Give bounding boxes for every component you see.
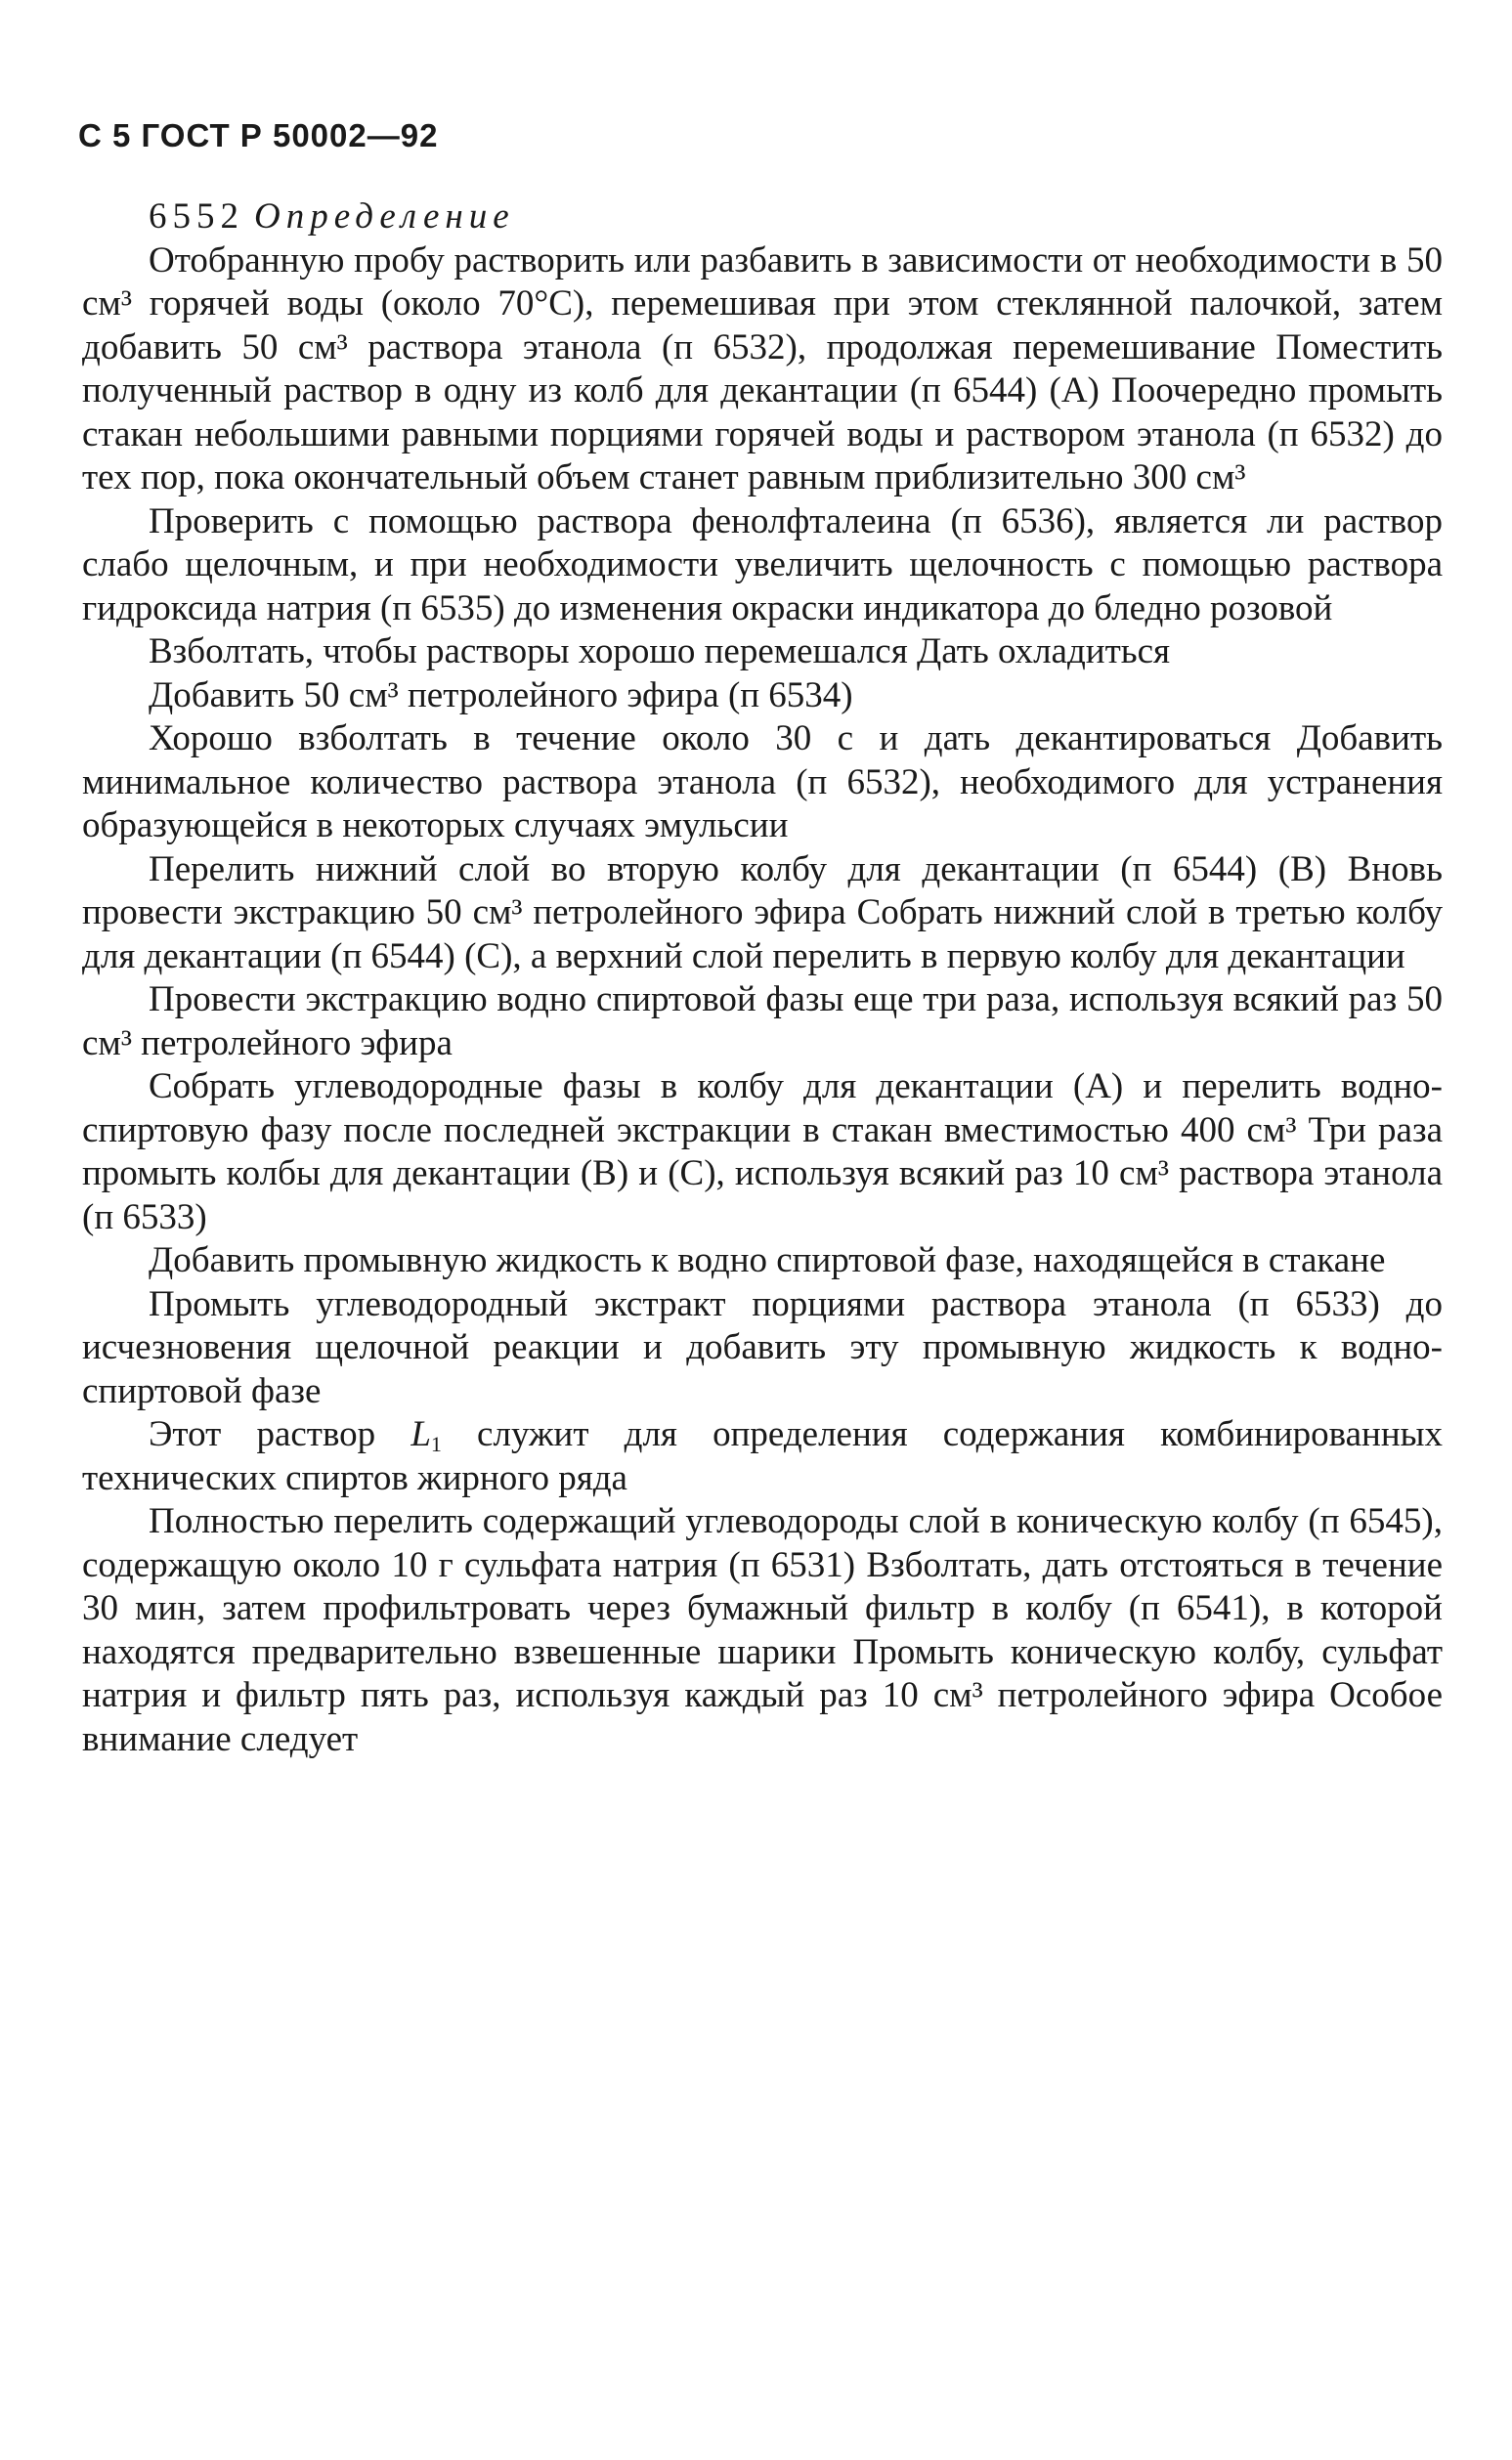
paragraph-dissolve-sample: Отобранную пробу растворить или разбавить в зависимости от необходимости в 50 см³ горячей воды (около 70°С), перемешивая при этом стеклянной палочкой, затем добавить 50 см³ раствора этанола (п 6532), продолжая перемешивание Поместить полученный раствор в одну из колб для декантации (п 6544) (А) Поочередно промыть стакан небольшими равными порциями горячей воды и раствором этанола (п 6532) до тех пор, пока окончательный объем станет равным приблизительно 300 см³	[82, 239, 1443, 497]
paragraph-transfer-layers: Перелить нижний слой во вторую колбу для декантации (п 6544) (В) Вновь провести экстракцию 50 см³ петролейного эфира Собрать нижний слой в третью колбу для декантации (п 6544) (С), а верхний слой перелить в первую колбу для декантации	[82, 848, 1443, 976]
paragraph-shake-decant: Хорошо взболтать в течение около 30 с и дать декантироваться Добавить минимальное количество раствора этанола (п 6532), необходимого для устранения образующейся в некоторых случаях эмульсии	[82, 718, 1443, 845]
solution-variable-letter: L	[410, 1414, 431, 1454]
section-heading	[82, 195, 1443, 239]
paragraph-wash-extract: Промыть углеводородный экстракт порциями раствора этанола (п 6533) до исчезновения щелочной реакции и добавить эту промывную жидкость к водно-спиртовой фазе	[82, 1283, 1443, 1411]
document-body	[82, 195, 1443, 1761]
paragraph-solution-l1	[82, 1413, 1443, 1500]
paragraph-repeat-extraction: Провести экстракцию водно спиртовой фазы еще три раза, используя всякий раз 50 см³ петролейного эфира	[82, 979, 1443, 1063]
running-header: С 5 ГОСТ Р 50002—92	[78, 117, 439, 153]
solution-variable-subscript: 1	[430, 1432, 442, 1456]
paragraph-collect-phases: Собрать углеводородные фазы в колбу для декантации (А) и перелить водно-спиртовую фазу после последней экстракции в стакан вместимостью 400 см³ Три раза промыть колбы для декантации (В) и (С), используя всякий раз 10 см³ раствора этанола (п 6533)	[82, 1066, 1443, 1237]
paragraph-shake-cool: Взболтать, чтобы растворы хорошо перемешался Дать охладиться	[149, 631, 1171, 671]
solution-text-before: Этот раствор	[149, 1414, 411, 1454]
paragraph-add-ether: Добавить 50 см³ петролейного эфира (п 6534)	[149, 674, 853, 715]
section-number: 6552	[149, 196, 244, 237]
solution-text-after: служит для определения содержания комбинированных технических спиртов жирного ряда	[82, 1414, 1443, 1498]
paragraph-add-wash-liquid: Добавить промывную жидкость к водно спиртовой фазе, находящейся в стакане	[149, 1240, 1386, 1280]
paragraph-check-alkalinity: Проверить с помощью раствора фенолфталеина (п 6536), является ли раствор слабо щелочным, и при необходимости увеличить щелочность с помощью раствора гидроксида натрия (п 6535) до изменения окраски индикатора до бледно розовой	[82, 500, 1443, 628]
section-title: Определение	[254, 196, 515, 237]
paragraph-filter-hydrocarbons: Полностью перелить содержащий углеводороды слой в коническую колбу (п 6545), содержащую около 10 г сульфата натрия (п 6531) Взболтать, дать отстояться в течение 30 мин, затем профильтровать через бумажный фильтр в колбу (п 6541), в которой находятся предварительно взвешенные шарики Промыть коническую колбу, сульфат натрия и фильтр пять раз, используя каждый раз 10 см³ петролейного эфира Особое внимание следует	[82, 1501, 1443, 1759]
solution-variable	[410, 1414, 442, 1454]
